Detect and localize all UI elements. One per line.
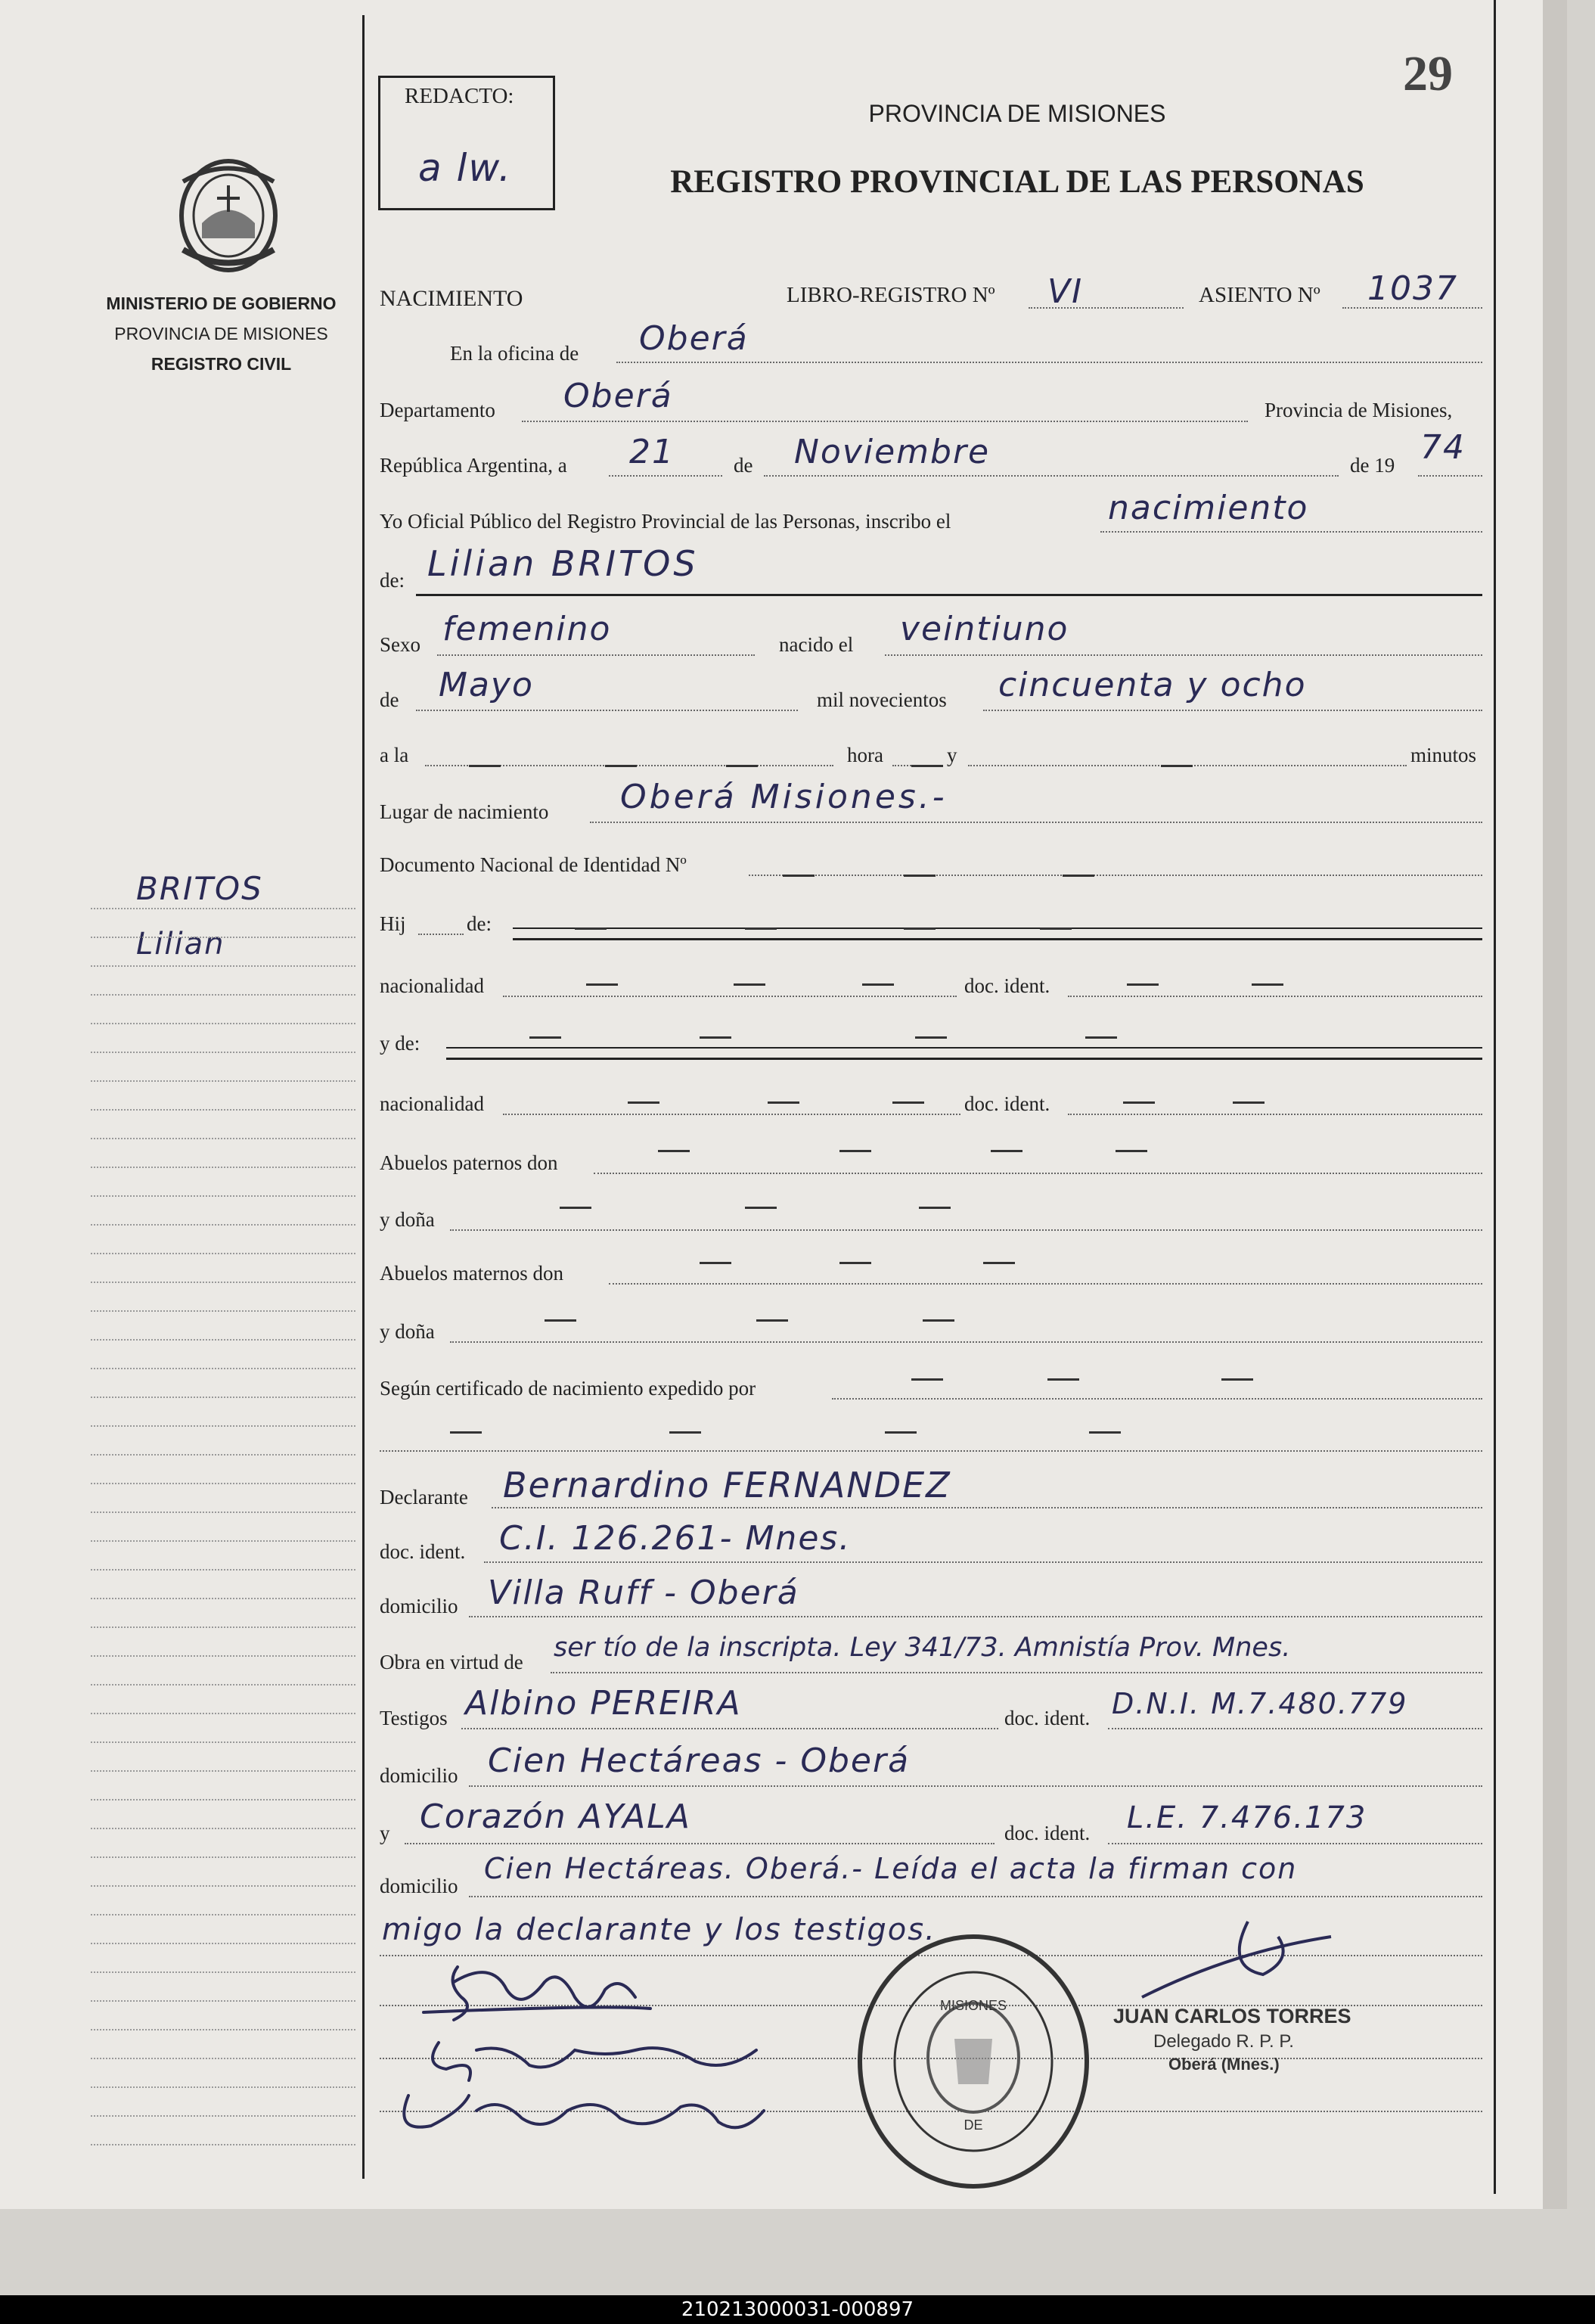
- form-left-border: [362, 15, 365, 2179]
- empty-field-dash: [700, 1036, 731, 1039]
- value-libro: VI: [1047, 272, 1084, 311]
- value-closing: migo la declarante y los testigos.: [382, 1912, 936, 1947]
- margin-ruled-line: [91, 1368, 355, 1369]
- margin-ruled-line: [91, 2000, 355, 2002]
- margin-ruled-line: [91, 1569, 355, 1571]
- label-republica: República Argentina, a: [380, 454, 567, 477]
- empty-field-dash: [783, 875, 815, 877]
- registry-title: REGISTRO PROVINCIAL DE LAS PERSONAS: [670, 164, 1364, 200]
- testigo-2-line: [405, 1843, 995, 1844]
- empty-field-dash: [919, 1207, 951, 1209]
- margin-ruled-line: [91, 1885, 355, 1887]
- value-mes-nac: Mayo: [439, 666, 534, 704]
- margin-surname: BRITOS: [136, 870, 263, 907]
- margin-ruled-line: [91, 1080, 355, 1082]
- margin-ruled-line: [91, 1454, 355, 1456]
- margin-ruled-line: [91, 1224, 355, 1226]
- nacionalidad-1-line: [503, 996, 957, 997]
- value-obra-virtud: ser tío de la inscripta. Ley 341/73. Amnistía Prov. Mnes.: [554, 1633, 1291, 1663]
- label-documento: Documento Nacional de Identidad Nº: [380, 853, 687, 876]
- testigo-2-doc-line: [1108, 1843, 1482, 1844]
- anio-nac-line: [983, 710, 1482, 711]
- value-inscribo: nacimiento: [1108, 489, 1309, 527]
- value-testigo-2: Corazón AYALA: [420, 1797, 691, 1836]
- label-de-19: de 19: [1350, 454, 1395, 477]
- page-edge: [1543, 0, 1567, 2209]
- abuelos-maternos-line: [609, 1283, 1482, 1285]
- margin-ruled-line: [91, 1943, 355, 1944]
- doc-ident-1-line: [1068, 996, 1482, 997]
- empty-field-dash: [669, 1431, 701, 1434]
- label-a-la: a la: [380, 744, 409, 766]
- empty-field-dash: [726, 765, 758, 767]
- value-sexo: femenino: [442, 610, 612, 648]
- label-doc-ident-testigo-2: doc. ident.: [1004, 1822, 1091, 1844]
- nombre-underline: [416, 594, 1482, 596]
- redacto-label: REDACTO:: [405, 84, 514, 108]
- declarante-line: [492, 1507, 1482, 1508]
- form-right-border: [1494, 0, 1496, 2194]
- nacido-line: [885, 654, 1482, 656]
- empty-field-dash: [605, 765, 637, 767]
- mes-nac-line: [416, 710, 798, 711]
- sexo-line: [437, 654, 755, 656]
- empty-field-dash: [1047, 1378, 1079, 1381]
- margin-given-name: Lilian: [136, 927, 225, 962]
- delegate-place: Oberá (Mnes.): [1168, 2055, 1280, 2074]
- value-domicilio-testigo-2: Cien Hectáreas. Oberá.- Leída el acta la firman con: [484, 1852, 1298, 1885]
- doc-ident-declarante-line: [484, 1561, 1482, 1563]
- label-oficina: En la oficina de: [450, 342, 579, 365]
- margin-ruled-line: [91, 1713, 355, 1714]
- y-dona-2-line: [450, 1341, 1482, 1343]
- abuelos-paternos-line: [594, 1173, 1482, 1174]
- empty-field-dash: [756, 1319, 788, 1322]
- official-round-stamp-icon: [849, 1925, 1098, 2198]
- svg-text:MISIONES: MISIONES: [939, 1998, 1007, 2013]
- empty-field-dash: [904, 927, 936, 930]
- label-y-dona-1: y doña: [380, 1208, 435, 1231]
- margin-ruled-line: [91, 1512, 355, 1513]
- empty-field-dash: [862, 983, 894, 986]
- misiones-coat-of-arms-icon: [168, 151, 289, 280]
- page-number: 29: [1403, 46, 1453, 101]
- label-hij-de: de:: [467, 912, 492, 935]
- label-obra-virtud: Obra en virtud de: [380, 1651, 523, 1673]
- empty-field-dash: [1089, 1431, 1121, 1434]
- label-segun-certificado: Según certificado de nacimiento expedido por: [380, 1377, 756, 1400]
- value-nombre: Lilian BRITOS: [427, 543, 699, 584]
- empty-field-dash: [586, 983, 618, 986]
- empty-field-dash: [745, 1207, 777, 1209]
- label-de-nombre: de:: [380, 569, 405, 592]
- empty-field-dash: [839, 1150, 871, 1152]
- inscribo-line: [1100, 531, 1482, 533]
- value-dia: 21: [629, 433, 675, 471]
- empty-field-dash: [983, 1262, 1015, 1264]
- empty-field-dash: [1063, 875, 1094, 877]
- empty-field-dash: [1116, 1150, 1147, 1152]
- margin-ruled-line: [91, 1282, 355, 1283]
- margin-ruled-line: [91, 1540, 355, 1542]
- label-de-mes-nac: de: [380, 688, 399, 711]
- nacionalidad-2-line: [503, 1114, 960, 1115]
- label-y-dona-2: y doña: [380, 1320, 435, 1343]
- image-id-footer: 210213000031-000897: [0, 2295, 1595, 2324]
- label-de-mes: de: [734, 454, 753, 477]
- empty-field-dash: [991, 1150, 1022, 1152]
- testigo-1-line: [461, 1728, 998, 1729]
- value-testigo-1: Albino PEREIRA: [465, 1684, 742, 1723]
- empty-field-dash: [560, 1207, 591, 1209]
- value-testigo-2-doc: L.E. 7.476.173: [1127, 1800, 1367, 1835]
- empty-field-dash: [839, 1262, 871, 1264]
- label-nacionalidad-1: nacionalidad: [380, 974, 484, 997]
- margin-ruled-line: [91, 1195, 355, 1197]
- label-domicilio-3: domicilio: [380, 1875, 458, 1897]
- label-y-testigo-2: y: [380, 1822, 390, 1844]
- delegate-name: JUAN CARLOS TORRES: [1113, 2005, 1351, 2027]
- margin-ruled-line: [91, 1626, 355, 1628]
- signatures-icon: [378, 1937, 847, 2164]
- value-domicilio-testigo-1: Cien Hectáreas - Oberá: [488, 1741, 911, 1780]
- value-doc-ident-declarante: C.I. 126.261- Mnes.: [499, 1519, 852, 1558]
- margin-ruled-line: [91, 1483, 355, 1484]
- label-departamento: Departamento: [380, 399, 495, 421]
- margin-ruled-line: [91, 1799, 355, 1800]
- label-domicilio-2: domicilio: [380, 1764, 458, 1787]
- madre-underline-1: [446, 1047, 1482, 1049]
- margin-ruled-line: [91, 1253, 355, 1254]
- label-domicilio-1: domicilio: [380, 1595, 458, 1617]
- label-mil-novecientos: mil novecientos: [817, 688, 947, 711]
- province-title: PROVINCIA DE MISIONES: [868, 100, 1166, 127]
- margin-ruled-line: [91, 1856, 355, 1858]
- empty-field-dash: [700, 1262, 731, 1264]
- obra-line: [551, 1672, 1482, 1673]
- value-nacido: veintiuno: [900, 610, 1069, 648]
- margin-ruled-line: [91, 2029, 355, 2030]
- label-doc-ident-declarante: doc. ident.: [380, 1540, 466, 1563]
- value-asiento: 1037: [1367, 269, 1458, 308]
- label-asiento: ASIENTO Nº: [1199, 283, 1320, 307]
- y-dona-1-line: [450, 1229, 1482, 1231]
- empty-field-dash: [911, 765, 943, 767]
- empty-field-dash: [575, 927, 607, 930]
- margin-ruled-line: [91, 1167, 355, 1168]
- value-oficina: Oberá: [639, 319, 749, 358]
- label-provincia: Provincia de Misiones,: [1265, 399, 1453, 421]
- doc-ident-2-line: [1068, 1114, 1482, 1115]
- label-declarante: Declarante: [380, 1486, 468, 1508]
- label-sexo: Sexo: [380, 633, 420, 656]
- redacto-box: [378, 76, 555, 210]
- segun-line-2: [380, 1450, 1482, 1452]
- empty-field-dash: [1161, 765, 1193, 767]
- margin-ruled-line: [91, 994, 355, 996]
- value-domicilio-declarante: Villa Ruff - Oberá: [488, 1574, 799, 1612]
- margin-ruled-line: [91, 1655, 355, 1657]
- margin-ruled-line: [91, 2115, 355, 2117]
- domicilio-2-line: [469, 1785, 1482, 1787]
- value-departamento: Oberá: [563, 377, 673, 415]
- ministry-heading: MINISTERIO DE GOBIERNO: [106, 294, 337, 313]
- margin-ruled-line: [91, 1828, 355, 1829]
- empty-field-dash: [745, 927, 777, 930]
- documento-line: [749, 875, 1482, 876]
- empty-field-dash: [911, 1378, 943, 1381]
- margin-ruled-line: [91, 1023, 355, 1024]
- empty-field-dash: [469, 765, 501, 767]
- label-abuelos-paternos: Abuelos paternos don: [380, 1151, 558, 1174]
- value-testigo-1-doc: D.N.I. M.7.480.779: [1112, 1687, 1408, 1720]
- label-doc-ident-2: doc. ident.: [964, 1092, 1050, 1115]
- empty-field-dash: [529, 1036, 561, 1039]
- margin-ruled-line: [91, 1971, 355, 1973]
- label-y-minutos: y: [947, 744, 957, 766]
- margin-ruled-line: [91, 2144, 355, 2145]
- margin-ruled-line: [91, 1684, 355, 1686]
- empty-field-dash: [450, 1431, 482, 1434]
- departamento-line: [522, 421, 1248, 422]
- empty-field-dash: [628, 1101, 659, 1104]
- empty-field-dash: [768, 1101, 799, 1104]
- empty-field-dash: [885, 1431, 917, 1434]
- svg-text:DE: DE: [964, 2117, 983, 2133]
- empty-field-dash: [545, 1319, 576, 1322]
- lugar-line: [590, 822, 1482, 823]
- empty-field-dash: [1233, 1101, 1265, 1104]
- label-abuelos-maternos: Abuelos maternos don: [380, 1262, 563, 1285]
- empty-field-dash: [1127, 983, 1159, 986]
- label-doc-ident-testigo-1: doc. ident.: [1004, 1707, 1091, 1729]
- label-testigos: Testigos: [380, 1707, 448, 1729]
- label-nacionalidad-2: nacionalidad: [380, 1092, 484, 1115]
- label-y-de: y de:: [380, 1032, 420, 1055]
- label-lugar: Lugar de nacimiento: [380, 800, 549, 823]
- margin-ruled-line: [91, 1310, 355, 1312]
- value-year: 74: [1420, 428, 1466, 467]
- margin-ruled-line: [91, 1109, 355, 1111]
- label-hij: Hij: [380, 912, 406, 935]
- segun-line-1: [832, 1398, 1482, 1400]
- margin-column: [0, 0, 365, 2209]
- label-doc-ident-1: doc. ident.: [964, 974, 1050, 997]
- margin-ruled-line: [91, 2058, 355, 2059]
- delegate-signature-icon: [1119, 1906, 1346, 2012]
- margin-ruled-line: [91, 1598, 355, 1599]
- empty-field-dash: [892, 1101, 924, 1104]
- madre-underline-2: [446, 1058, 1482, 1060]
- value-lugar: Oberá Misiones.-: [620, 778, 948, 816]
- margin-ruled-line: [91, 1138, 355, 1139]
- ministry-province: PROVINCIA DE MISIONES: [114, 324, 328, 343]
- empty-field-dash: [904, 875, 936, 877]
- hij-line: [418, 934, 464, 935]
- margin-ruled-line: [91, 937, 355, 938]
- redacto-initials: a lw.: [418, 146, 513, 190]
- empty-field-dash: [658, 1150, 690, 1152]
- margin-ruled-line: [91, 1741, 355, 1743]
- value-declarante: Bernardino FERNANDEZ: [503, 1465, 951, 1505]
- margin-ruled-line: [91, 1425, 355, 1427]
- margin-ruled-line: [91, 2086, 355, 2088]
- margin-ruled-line: [91, 1397, 355, 1398]
- dia-line: [609, 475, 722, 477]
- empty-field-dash: [915, 1036, 947, 1039]
- padre-underline-1: [513, 927, 1482, 929]
- empty-field-dash: [1123, 1101, 1155, 1104]
- margin-ruled-line: [91, 965, 355, 967]
- year-line: [1418, 475, 1482, 477]
- empty-field-dash: [1252, 983, 1283, 986]
- margin-ruled-line: [91, 1770, 355, 1772]
- delegate-title: Delegado R. P. P.: [1153, 2031, 1294, 2052]
- empty-field-dash: [734, 983, 765, 986]
- empty-field-dash: [1040, 927, 1072, 930]
- margin-ruled-line: [91, 908, 355, 909]
- empty-field-dash: [1221, 1378, 1253, 1381]
- empty-field-dash: [923, 1319, 954, 1322]
- domicilio-1-line: [469, 1616, 1482, 1617]
- margin-ruled-line: [91, 1339, 355, 1341]
- label-yo-oficial: Yo Oficial Público del Registro Provincial de las Personas, inscribo el: [380, 510, 951, 533]
- testigo-1-doc-line: [1108, 1728, 1482, 1729]
- label-nacimiento: NACIMIENTO: [380, 286, 523, 311]
- padre-underline-2: [513, 938, 1482, 940]
- label-nacido-el: nacido el: [779, 633, 854, 656]
- label-minutos: minutos: [1410, 744, 1477, 766]
- empty-field-dash: [1085, 1036, 1117, 1039]
- value-mes: Noviembre: [794, 433, 991, 471]
- mes-line: [764, 475, 1339, 477]
- margin-ruled-line: [91, 1052, 355, 1053]
- value-anio-nac: cincuenta y ocho: [998, 666, 1307, 704]
- label-libro-registro: LIBRO-REGISTRO Nº: [787, 283, 995, 307]
- ministry-registry: REGISTRO CIVIL: [151, 354, 292, 374]
- domicilio-3-line: [469, 1896, 1482, 1897]
- oficina-line: [616, 362, 1482, 363]
- label-hora: hora: [847, 744, 883, 766]
- margin-ruled-line: [91, 1914, 355, 1915]
